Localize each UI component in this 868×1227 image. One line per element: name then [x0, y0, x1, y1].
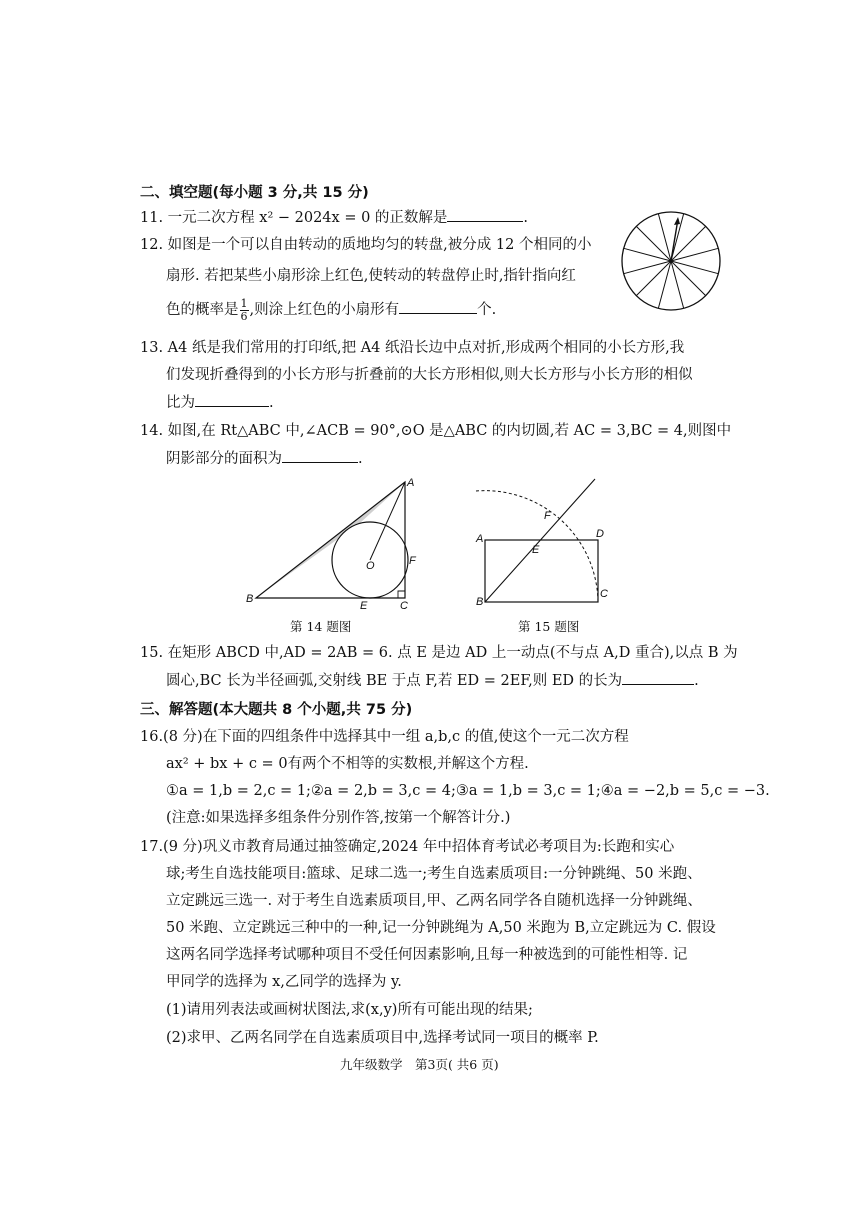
question-15-line-2-start: 圆心,BC 长为半径画弧,交射线 BE 于点 F,若 ED = 2EF,则 ED 的长为	[166, 673, 623, 689]
question-14-line-1: 14. 如图,在 Rt△ABC 中,∠ACB = 90°,⊙O 是△ABC 的内切圆,若 AC = 3,BC = 4,则图中	[140, 423, 732, 439]
question-13-line-3-start: 比为	[166, 395, 195, 411]
question-17-line-6: 甲同学的选择为 x,乙同学的选择为 y.	[166, 974, 402, 990]
question-12-line-3-mid: ,则涂上红色的小扇形有	[249, 302, 400, 318]
question-17-line-3: 立定跳远三选一. 对于考生自选素质项目,甲、乙两名同学各自随机选择一分钟跳绳、	[166, 893, 702, 909]
answer-blank-14[interactable]	[282, 448, 358, 463]
label-o: O	[366, 560, 375, 572]
spinner-spoke	[624, 261, 671, 274]
spinner-spoke	[636, 226, 671, 261]
question-14-end: .	[358, 451, 363, 467]
label-c: C	[600, 588, 608, 600]
question-12-line-3	[166, 297, 496, 323]
label-e: E	[360, 600, 368, 612]
question-14-line-2-start: 阴影部分的面积为	[166, 451, 282, 467]
rectangle-abcd	[485, 540, 598, 602]
label-d: D	[596, 528, 604, 540]
answer-blank-15[interactable]	[622, 670, 694, 685]
section-3-title: 三、解答题(本大题共 8 个小题,共 75 分)	[140, 702, 413, 718]
spinner-spoke	[671, 248, 718, 261]
question-16-note: (注意:如果选择多组条件分别作答,按第一个解答计分.)	[166, 810, 511, 826]
figure-14-caption: 第 14 题图	[290, 619, 352, 634]
question-17-line-2: 球;考生自选技能项目:篮球、足球二选一;考生自选素质项目:一分钟跳绳、50 米跑、	[166, 866, 702, 882]
question-13-line-1: 13. A4 纸是我们常用的打印纸,把 A4 纸沿长边中点对折,形成两个相同的小长方形,我	[140, 340, 685, 356]
label-e: E	[532, 544, 540, 556]
fraction-numerator: 1	[240, 296, 248, 310]
spinner-spoke	[671, 261, 718, 274]
question-17-line-4: 50 米跑、立定跳远三种中的一种,记一分钟跳绳为 A,50 米跑为 B,立定跳远为 C. 假设	[166, 920, 716, 936]
figure-14	[240, 474, 420, 614]
question-17-part-2: (2)求甲、乙两名同学在自选素质项目中,选择考试同一项目的概率 P.	[166, 1030, 599, 1046]
question-14-line-2	[166, 446, 363, 472]
question-15-line-1: 15. 在矩形 ABCD 中,AD = 2AB = 6. 点 E 是边 AD 上一动点(不与点 A,D 重合),以点 B 为	[140, 645, 738, 661]
spinner-spoke	[658, 261, 671, 308]
question-16-line-2: ax² + bx + c = 0有两个不相等的实数根,并解这个方程.	[166, 756, 529, 772]
section-2-title: 二、填空题(每小题 3 分,共 15 分)	[140, 185, 369, 201]
spinner-spoke	[671, 261, 706, 296]
figure-15-caption: 第 15 题图	[518, 619, 580, 634]
fraction-one-sixth	[240, 298, 249, 323]
question-17-line-1: 17.(9 分)巩义市教育局通过抽签确定,2024 年中招体育考试必考项目为:长跑和实心	[140, 839, 675, 855]
question-13-end: .	[269, 395, 274, 411]
figure-15	[470, 474, 620, 614]
label-b: B	[476, 596, 484, 608]
spinner-spoke	[658, 214, 671, 261]
label-a: A	[407, 477, 415, 489]
answer-blank-12[interactable]	[399, 299, 477, 314]
question-13-line-3	[166, 390, 274, 416]
question-16-line-1: 16.(8 分)在下面的四组条件中选择其中一组 a,b,c 的值,使这个一元二次方程	[140, 729, 629, 745]
question-17-line-5: 这两名同学选择考试哪种项目不受任何因素影响,且每一种被选到的可能性相等. 记	[166, 947, 688, 963]
answer-blank-13[interactable]	[195, 392, 269, 407]
spinner-figure	[618, 208, 724, 314]
label-c: C	[400, 600, 408, 612]
question-12-line-3-start: 色的概率是	[166, 302, 239, 318]
spinner-pointer-arrowhead	[674, 217, 680, 225]
question-11-end: .	[523, 210, 529, 226]
question-15-line-2	[166, 668, 699, 694]
question-17-part-1: (1)请用列表法或画树状图法,求(x,y)所有可能出现的结果;	[166, 1002, 533, 1018]
spinner-spoke	[671, 261, 684, 308]
question-11	[140, 205, 528, 231]
question-12-line-3-end: 个.	[477, 302, 497, 318]
question-12-line-1: 12. 如图是一个可以自由转动的质地均匀的转盘,被分成 12 个相同的小	[140, 237, 592, 253]
label-a: A	[476, 533, 484, 545]
label-f: F	[544, 510, 551, 522]
label-f: F	[409, 555, 416, 567]
page-footer: 九年级数学 第3页( 共6 页)	[340, 1057, 499, 1072]
question-15-end: .	[694, 673, 699, 689]
question-12-line-2: 扇形. 若把某些小扇形涂上红色,使转动的转盘停止时,指针指向红	[166, 268, 576, 284]
answer-blank-11[interactable]	[447, 207, 523, 222]
question-16-options: ①a = 1,b = 2,c = 1;②a = 2,b = 3,c = 4;③a = 1,b = 3,c = 1;④a = −2,b = 5,c = −3.	[166, 783, 770, 799]
fraction-denominator: 6	[240, 309, 248, 323]
label-b: B	[246, 593, 254, 605]
spinner-spoke	[624, 248, 671, 261]
question-11-text: 11. 一元二次方程 x² − 2024x = 0 的正数解是	[140, 210, 448, 226]
question-13-line-2: 们发现折叠得到的小长方形与折叠前的大长方形相似,则大长方形与小长方形的相似	[166, 367, 693, 383]
right-angle-mark	[398, 591, 405, 598]
spinner-spoke	[636, 261, 671, 296]
